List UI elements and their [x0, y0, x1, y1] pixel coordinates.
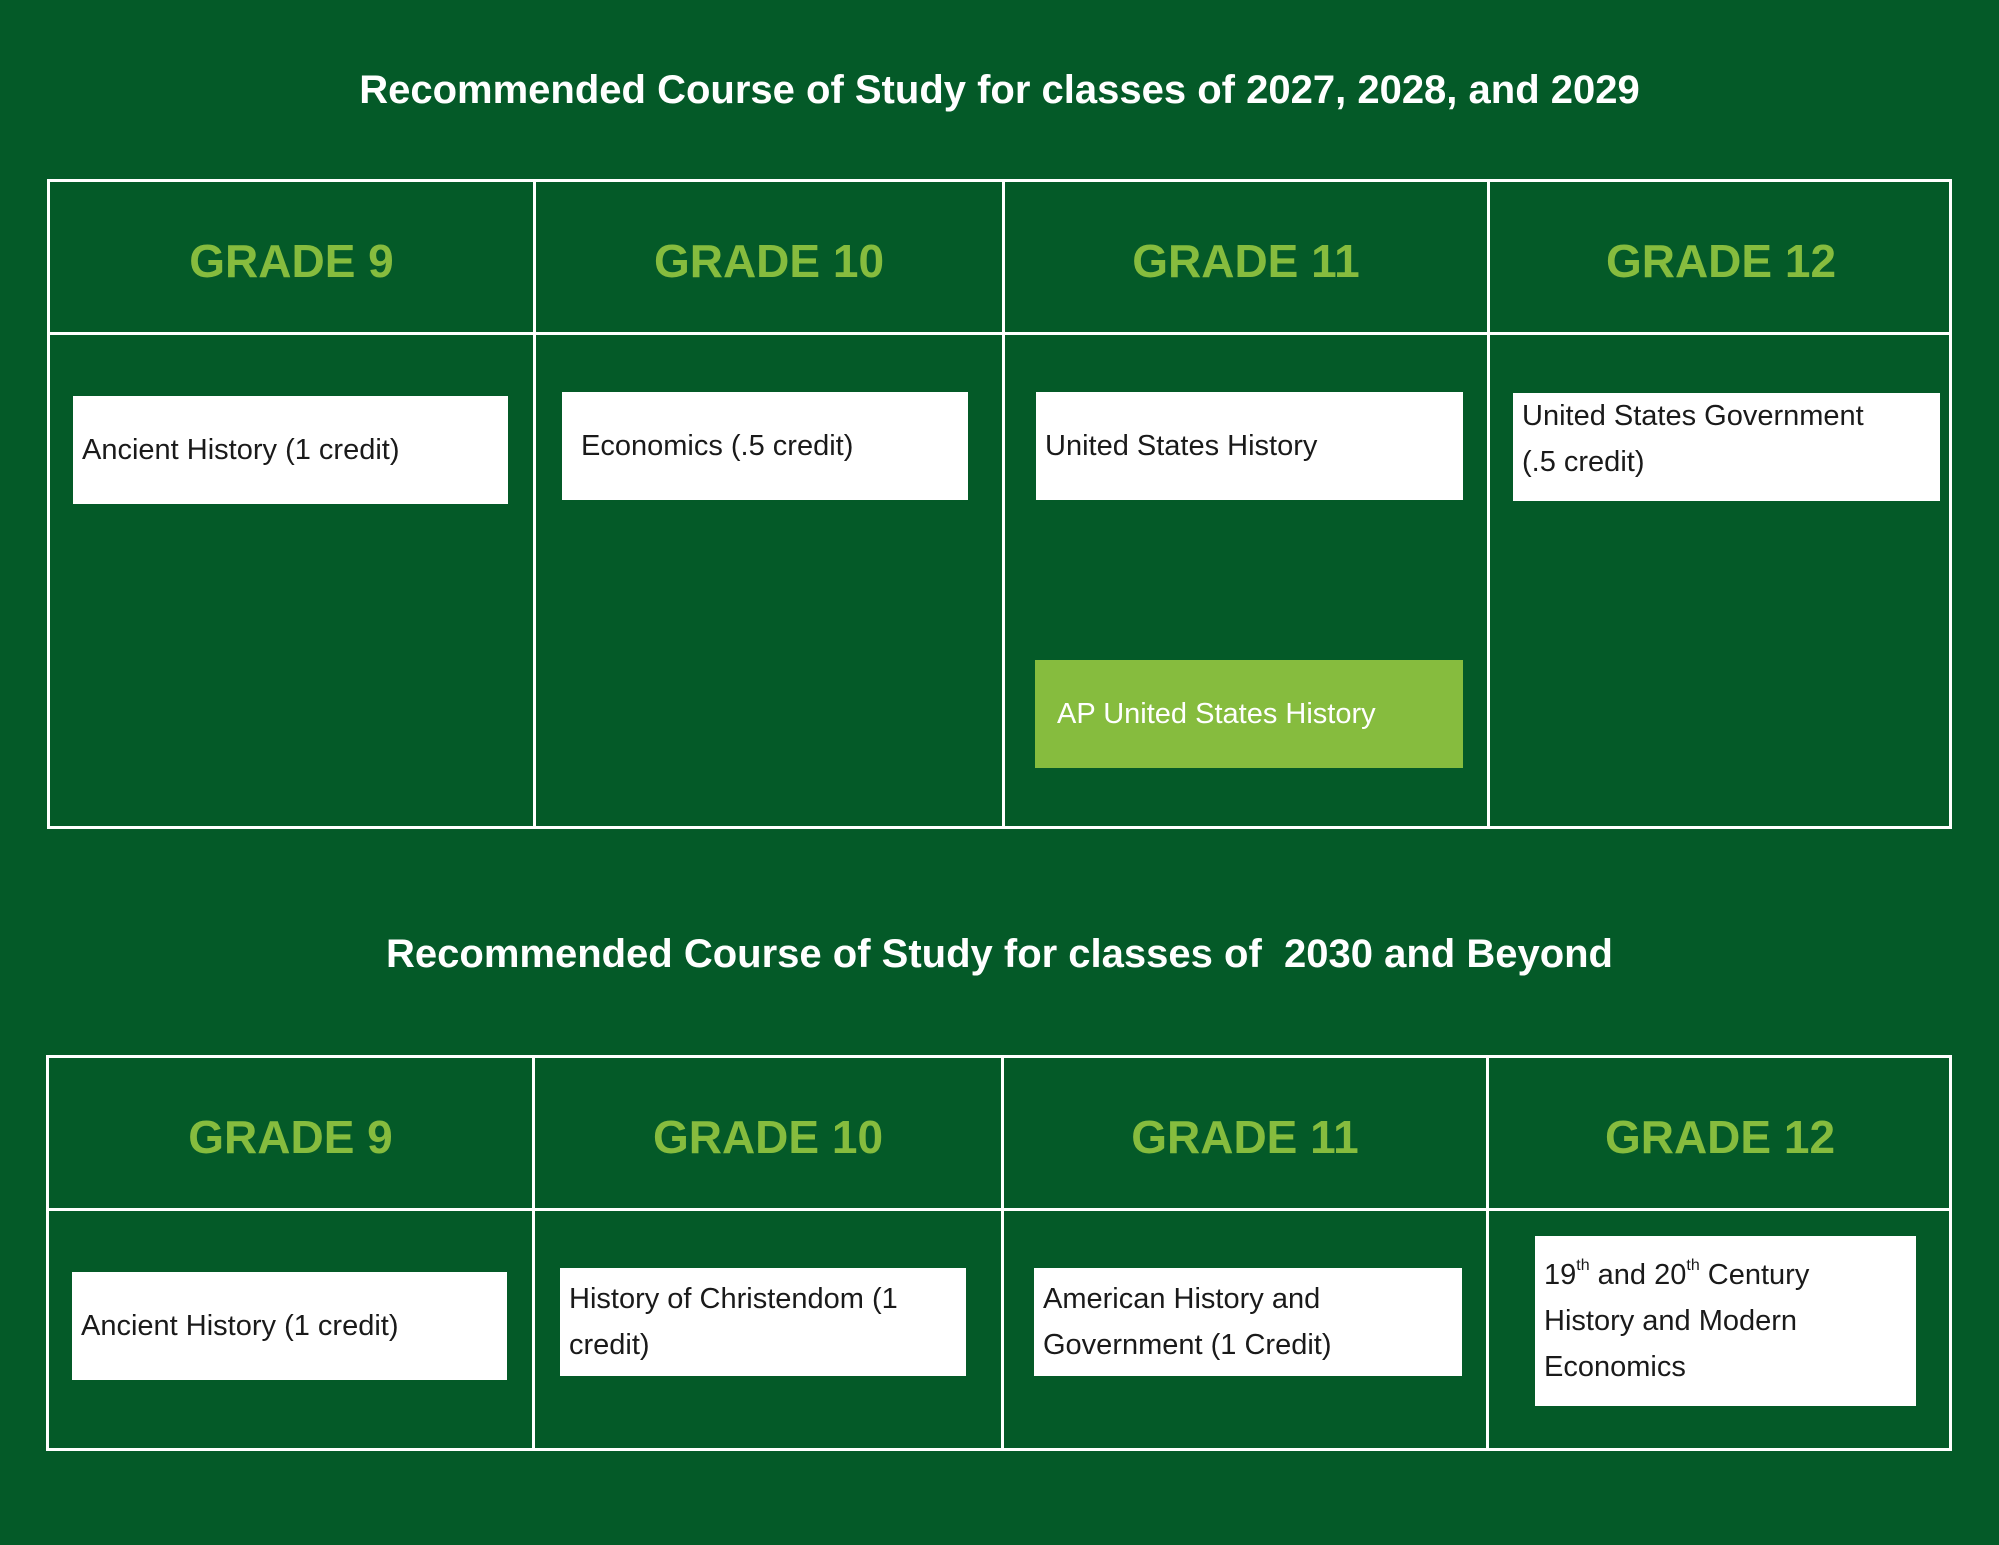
course-american-history-line2: Government (1 Credit) — [1043, 1329, 1332, 1361]
course-card-ap — [1035, 660, 1463, 768]
grade-12-header: GRADE 12 — [1604, 1111, 1836, 1163]
section1-title: Recommended Course of Study for classes of 2027, 2028, and 2029 — [359, 68, 1640, 112]
course-us-government-line1: United States Government — [1522, 400, 1864, 432]
section2-title: Recommended Course of Study for classes of 2030 and Beyond — [386, 932, 1613, 976]
header-divider — [50, 332, 1949, 335]
course-american-history-line1: American History and — [1043, 1283, 1321, 1315]
course-modern-history-line3: Economics — [1544, 1351, 1686, 1383]
course-card — [1535, 1236, 1916, 1406]
header-divider — [49, 1208, 1949, 1211]
course-christendom-line2: credit) — [569, 1329, 650, 1361]
grade-11-header: GRADE 11 — [1131, 1111, 1359, 1163]
course-card — [1036, 392, 1463, 500]
course-economics: Economics (.5 credit) — [581, 430, 854, 462]
course-ancient-history: Ancient History (1 credit) — [82, 434, 400, 466]
course-us-history: United States History — [1045, 430, 1318, 462]
course-ancient-history: Ancient History (1 credit) — [81, 1310, 399, 1342]
course-card — [73, 396, 508, 504]
course-modern-history-line1: 19th and 20th Century — [1544, 1257, 1810, 1291]
course-card — [1513, 393, 1940, 501]
course-modern-history-line2: History and Modern — [1544, 1305, 1798, 1337]
course-card — [1034, 1268, 1462, 1376]
course-table-2030-beyond — [46, 1055, 1952, 1451]
grade-12-header: GRADE 12 — [1605, 235, 1837, 287]
grade-10-header: GRADE 10 — [653, 235, 885, 287]
course-us-government-line2: (.5 credit) — [1522, 446, 1645, 478]
course-ap-us-history: AP United States History — [1057, 698, 1376, 730]
grade-11-header: GRADE 11 — [1132, 235, 1360, 287]
course-card — [72, 1272, 507, 1380]
course-card — [562, 392, 968, 500]
grade-9-header: GRADE 9 — [189, 235, 394, 287]
course-christendom-line1: History of Christendom (1 — [569, 1283, 898, 1315]
course-card — [560, 1268, 966, 1376]
grade-9-header: GRADE 9 — [188, 1111, 393, 1163]
course-table-2027-2029 — [47, 179, 1952, 829]
grade-10-header: GRADE 10 — [652, 1111, 884, 1163]
